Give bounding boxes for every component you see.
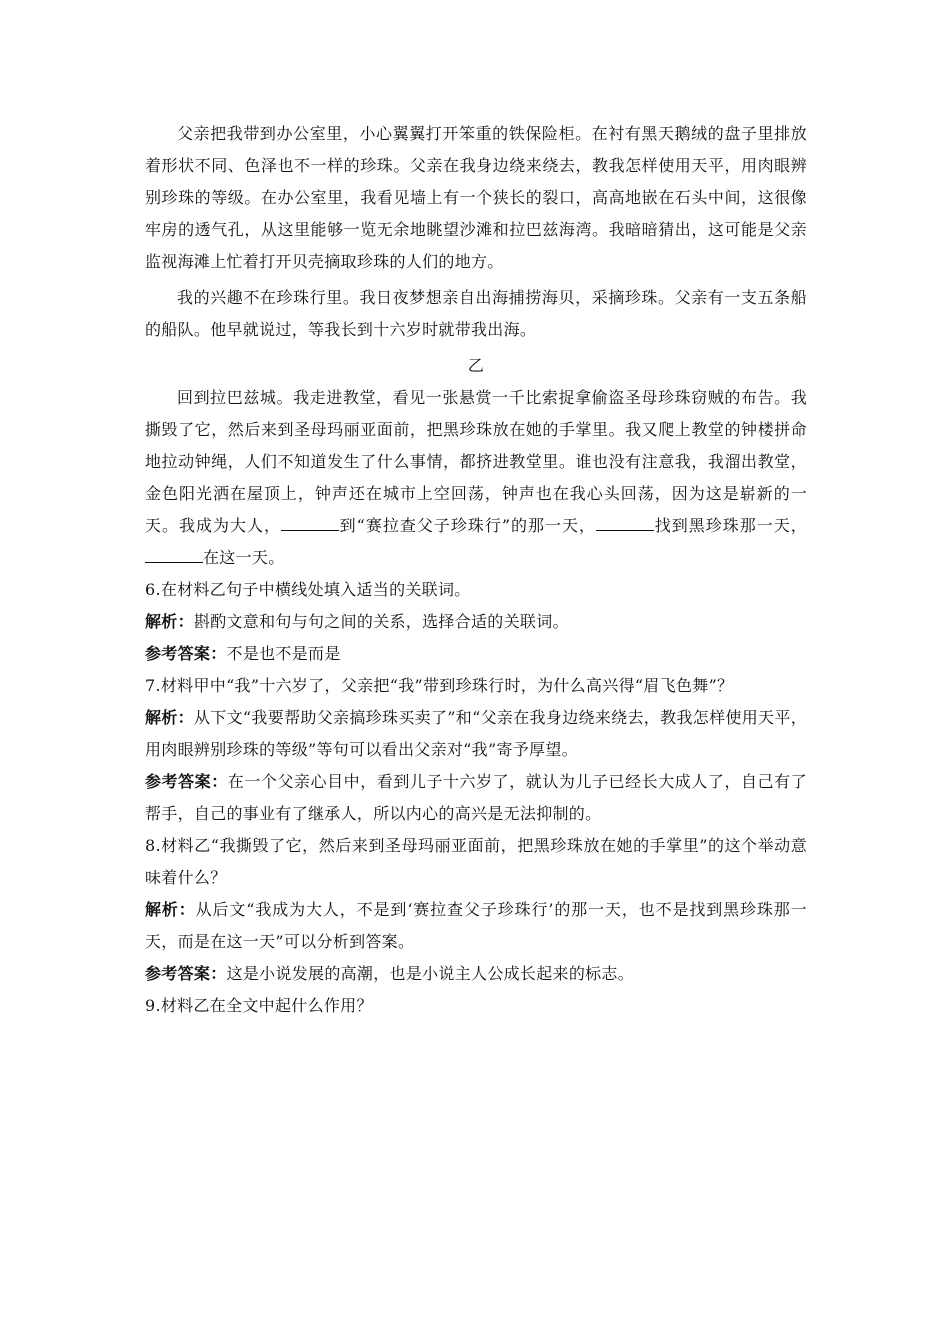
analysis-8 [145,894,807,958]
question-7: 7.材料甲中“我”十六岁了，父亲把“我”带到珍珠行时，为什么高兴得“眉飞色舞”？ [145,676,734,695]
passage-paragraph-1: 父亲把我带到办公室里，小心翼翼打开笨重的铁保险柜。在衬有黑天鹅绒的盘子里排放着形状不同、色泽也不一样的珍珠。父亲在我身边绕来绕去，教我怎样使用天平，用肉眼辨别珍珠的等级。在办公室里，我看见墙上有一个狭长的裂口，高高地嵌在石头中间，这很像牢房的透气孔，从这里能够一览无余地眺望沙滩和拉巴兹海湾。我暗暗猜出，这可能是父亲监视海滩上忙着打开贝壳摘取珍珠的人们的地方。 [145,124,807,271]
answer-label: 参考答案： [145,772,228,791]
passage-text: 回到拉巴兹城。我走进教堂，看见一张悬赏一千比索捉拿偷盗圣母珍珠窃贼的布告。我撕毁了它，然后来到圣母玛丽亚面前，把黑珍珠放在她的手掌里。我又爬上教堂的钟楼拼命地拉动钟绳，人们不知道发生了什么事情，都挤进教堂里。谁也没有注意我，我溜出教堂，金色阳光洒在屋顶上，钟声还在城市上空回荡，钟声也在我心头回荡，因为这是崭新的一天。我成为大人， [145,388,807,535]
analysis-text: 从下文“我要帮助父亲搞珍珠买卖了”和“父亲在我身边绕来绕去，教我怎样使用天平，用肉眼辨别珍珠的等级”等句可以看出父亲对“我”寄予厚望。 [145,708,807,759]
analysis-text: 斟酌文意和句与句之间的关系，选择合适的关联词。 [193,612,569,631]
question-9: 9.材料乙在全文中起什么作用？ [145,996,373,1015]
answer-text: 这是小说发展的高潮，也是小说主人公成长起来的标志。 [226,964,635,983]
passage-paragraph-3 [145,382,807,574]
fill-blank-3 [145,548,203,563]
answer-text: 在一个父亲心目中，看到儿子十六岁了，就认为儿子已经长大成人了，自己有了帮手，自己的事业有了继承人，所以内心的高兴是无法抑制的。 [145,772,807,823]
answer-7 [145,766,807,830]
analysis-7 [145,702,807,766]
passage-paragraph-2: 我的兴趣不在珍珠行里。我日夜梦想亲自出海捕捞海贝，采摘珍珠。父亲有一支五条船的船队。他早就说过，等我长到十六岁时就带我出海。 [145,288,807,339]
document-page [145,118,807,1022]
analysis-6 [145,606,807,638]
analysis-label: 解析： [145,612,194,631]
analysis-label: 解析： [145,708,194,727]
answer-text: 不是也不是而是 [226,644,341,663]
question-8: 8.材料乙“我撕毁了它，然后来到圣母玛丽亚面前，把黑珍珠放在她的手掌里”的这个举动意味着什么？ [145,836,807,887]
analysis-text: 从后文“我成为大人，不是到‘赛拉查父子珍珠行’的那一天，也不是找到黑珍珠那一天，而是在这一天”可以分析到答案。 [145,900,807,951]
analysis-label: 解析： [145,900,196,919]
answer-6 [145,638,807,670]
passage-text: 到“赛拉查父子珍珠行”的那一天， [338,516,597,535]
passage-text: 找到黑珍珠那一天， [654,516,807,535]
fill-blank-2 [596,516,654,531]
answer-label: 参考答案： [145,964,227,983]
answer-8 [145,958,807,990]
passage-text: 在这一天。 [203,548,285,567]
fill-blank-1 [281,516,339,531]
section-title-yi: 乙 [467,356,485,375]
answer-label: 参考答案： [145,644,227,663]
question-6: 6.在材料乙句子中横线处填入适当的关联词。 [145,580,471,599]
